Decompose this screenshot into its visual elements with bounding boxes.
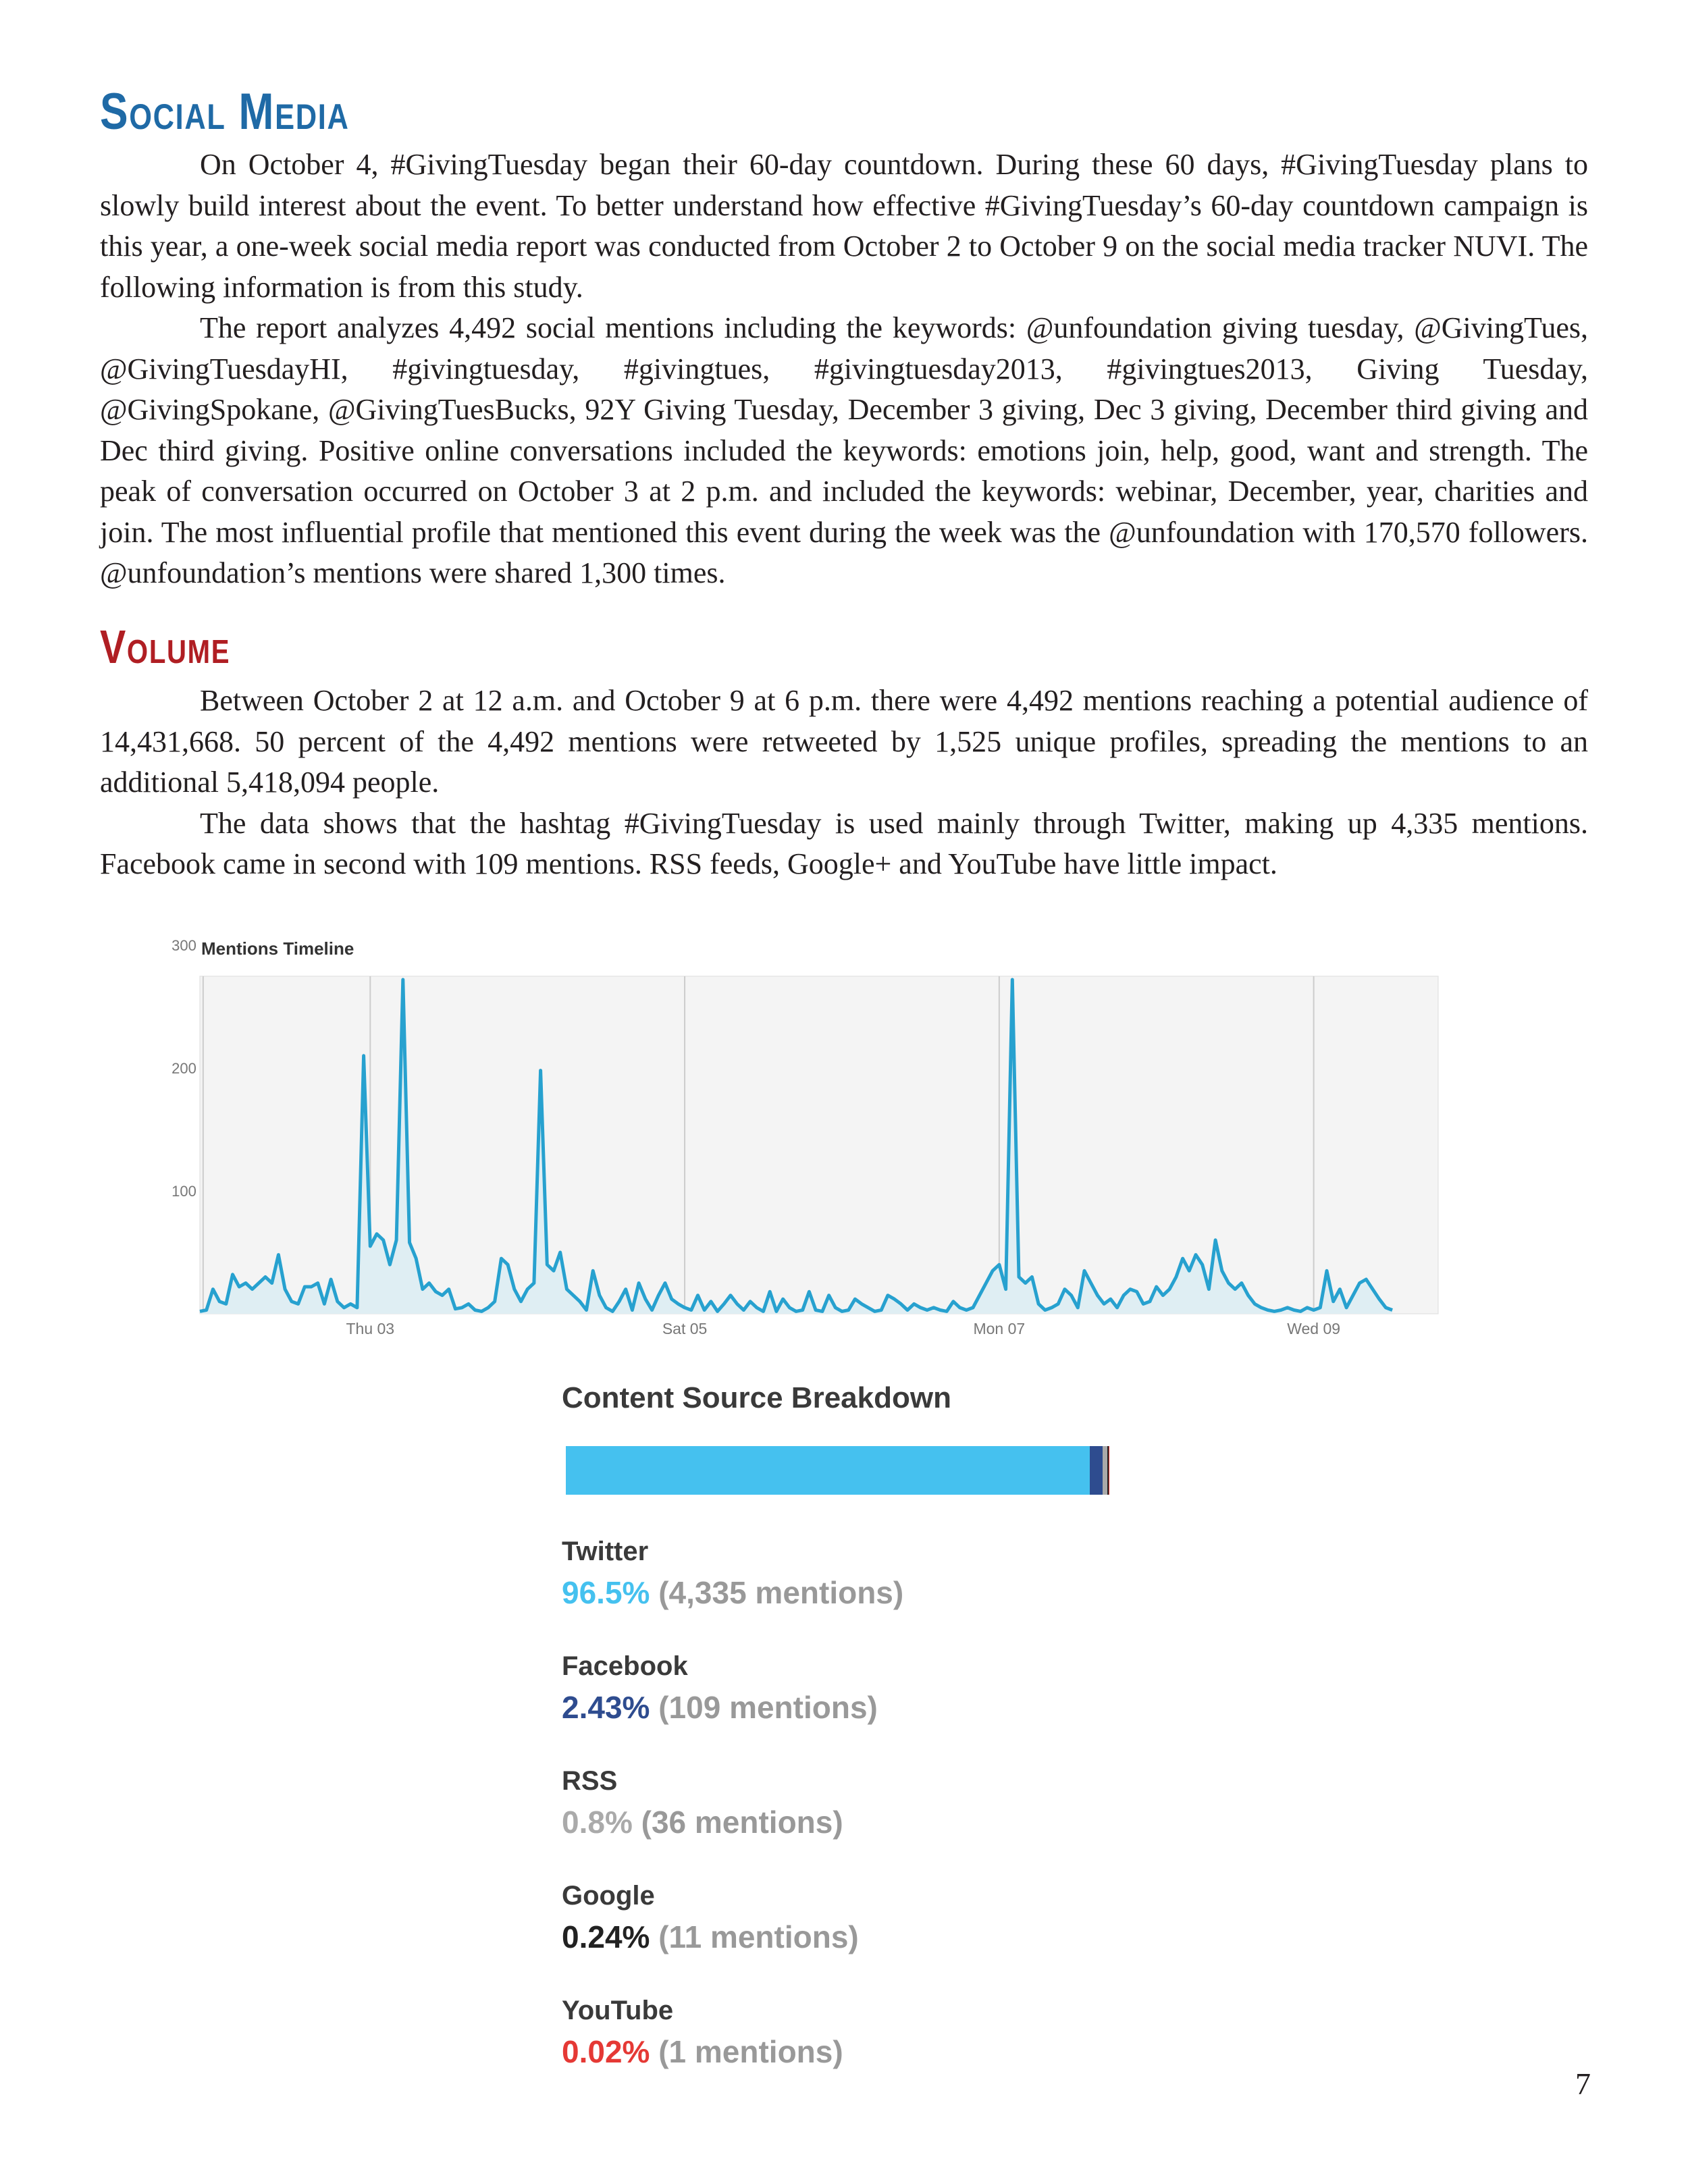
timeline-plot bbox=[172, 930, 1452, 1352]
source-item-facebook bbox=[562, 1650, 878, 1727]
y-tick-label: 300 bbox=[172, 937, 196, 954]
volume-body bbox=[100, 681, 1588, 885]
source-share-bar bbox=[566, 1446, 1109, 1495]
section-heading-volume: Volume bbox=[100, 620, 231, 673]
paragraph: The report analyzes 4,492 social mentions including the keywords: @unfoundation giving tuesday, @GivingTues, @GivingTuesdayHI, #givingtuesday, #givingtues, #givingtuesday2013, #givingtues2013, Giving Tuesday, @GivingSpokane, @GivingTuesBucks, 92Y Giving Tuesday, December 3 giving, Dec 3 giving, December third giving and Dec third giving. Positive online conversations included the keywords: emotions join, help, good, want and strength. The peak of conversation occurred on October 3 at 2 p.m. and included the keywords: webinar, December, year, charities and join. The most influential profile that mentioned this event during the week was the @unfoundation with 170,570 followers. @unfoundation’s mentions were shared 1,300 times. bbox=[100, 311, 1588, 589]
source-stat bbox=[562, 1917, 859, 1956]
source-name: Facebook bbox=[562, 1651, 688, 1681]
page-number: 7 bbox=[1575, 2067, 1591, 2101]
x-tick-label: Wed 09 bbox=[1287, 1320, 1341, 1337]
source-mention-count: (1 mentions) bbox=[650, 2034, 843, 2069]
x-tick-label: Mon 07 bbox=[973, 1320, 1026, 1337]
source-stat bbox=[562, 1803, 843, 1842]
source-item-twitter bbox=[562, 1535, 903, 1612]
section-heading-social-media: Social Media bbox=[100, 83, 350, 140]
source-percent: 0.02% bbox=[562, 2034, 650, 2069]
source-item-youtube bbox=[562, 1994, 843, 2071]
source-name: Twitter bbox=[562, 1537, 649, 1566]
source-name: RSS bbox=[562, 1766, 618, 1796]
social-media-body bbox=[100, 144, 1588, 594]
source-percent: 96.5% bbox=[562, 1575, 650, 1610]
source-item-google bbox=[562, 1880, 859, 1956]
y-tick-label: 200 bbox=[172, 1060, 196, 1077]
x-tick-label: Thu 03 bbox=[346, 1320, 395, 1337]
source-percent: 2.43% bbox=[562, 1690, 650, 1725]
source-mention-count: (36 mentions) bbox=[632, 1805, 843, 1840]
share-segment-twitter bbox=[566, 1446, 1090, 1495]
paragraph: Between October 2 at 12 a.m. and October 9 at 6 p.m. there were 4,492 mentions reaching a potential audience of 14,431,668. 50 percent of the 4,492 mentions were retweeted by 1,525 unique profiles, spreading the mentions to an additional 5,418,094 people. bbox=[100, 684, 1588, 799]
x-tick-label: Sat 05 bbox=[662, 1320, 708, 1337]
paragraph: On October 4, #GivingTuesday began their 60-day countdown. During these 60 days, #GivingTuesday plans to slowly build interest about the event. To better understand how effective #GivingTuesday’s 60-day countdown campaign is this year, a one-week social media report was conducted from October 2 to October 9 on the social media tracker NUVI. The following information is from this study. bbox=[100, 148, 1588, 304]
source-mention-count: (11 mentions) bbox=[650, 1919, 859, 1954]
share-segment-facebook bbox=[1090, 1446, 1103, 1495]
source-name: Google bbox=[562, 1881, 655, 1911]
source-mention-count: (4,335 mentions) bbox=[650, 1575, 904, 1610]
source-item-rss bbox=[562, 1765, 843, 1842]
source-stat bbox=[562, 1573, 903, 1612]
source-stat bbox=[562, 2032, 843, 2071]
mentions-timeline-chart bbox=[172, 930, 1452, 1352]
breakdown-title: Content Source Breakdown bbox=[562, 1381, 951, 1414]
source-name: YouTube bbox=[562, 1996, 674, 2025]
y-tick-label: 100 bbox=[172, 1183, 196, 1200]
source-mention-count: (109 mentions) bbox=[650, 1690, 878, 1725]
source-stat bbox=[562, 1688, 878, 1727]
paragraph: The data shows that the hashtag #GivingTuesday is used mainly through Twitter, making up 4,335 mentions. Facebook came in second with 109 mentions. RSS feeds, Google+ and YouTube have little impact. bbox=[100, 806, 1588, 880]
source-percent: 0.8% bbox=[562, 1805, 633, 1840]
source-percent: 0.24% bbox=[562, 1919, 650, 1954]
chart-title: Mentions Timeline bbox=[201, 938, 354, 959]
